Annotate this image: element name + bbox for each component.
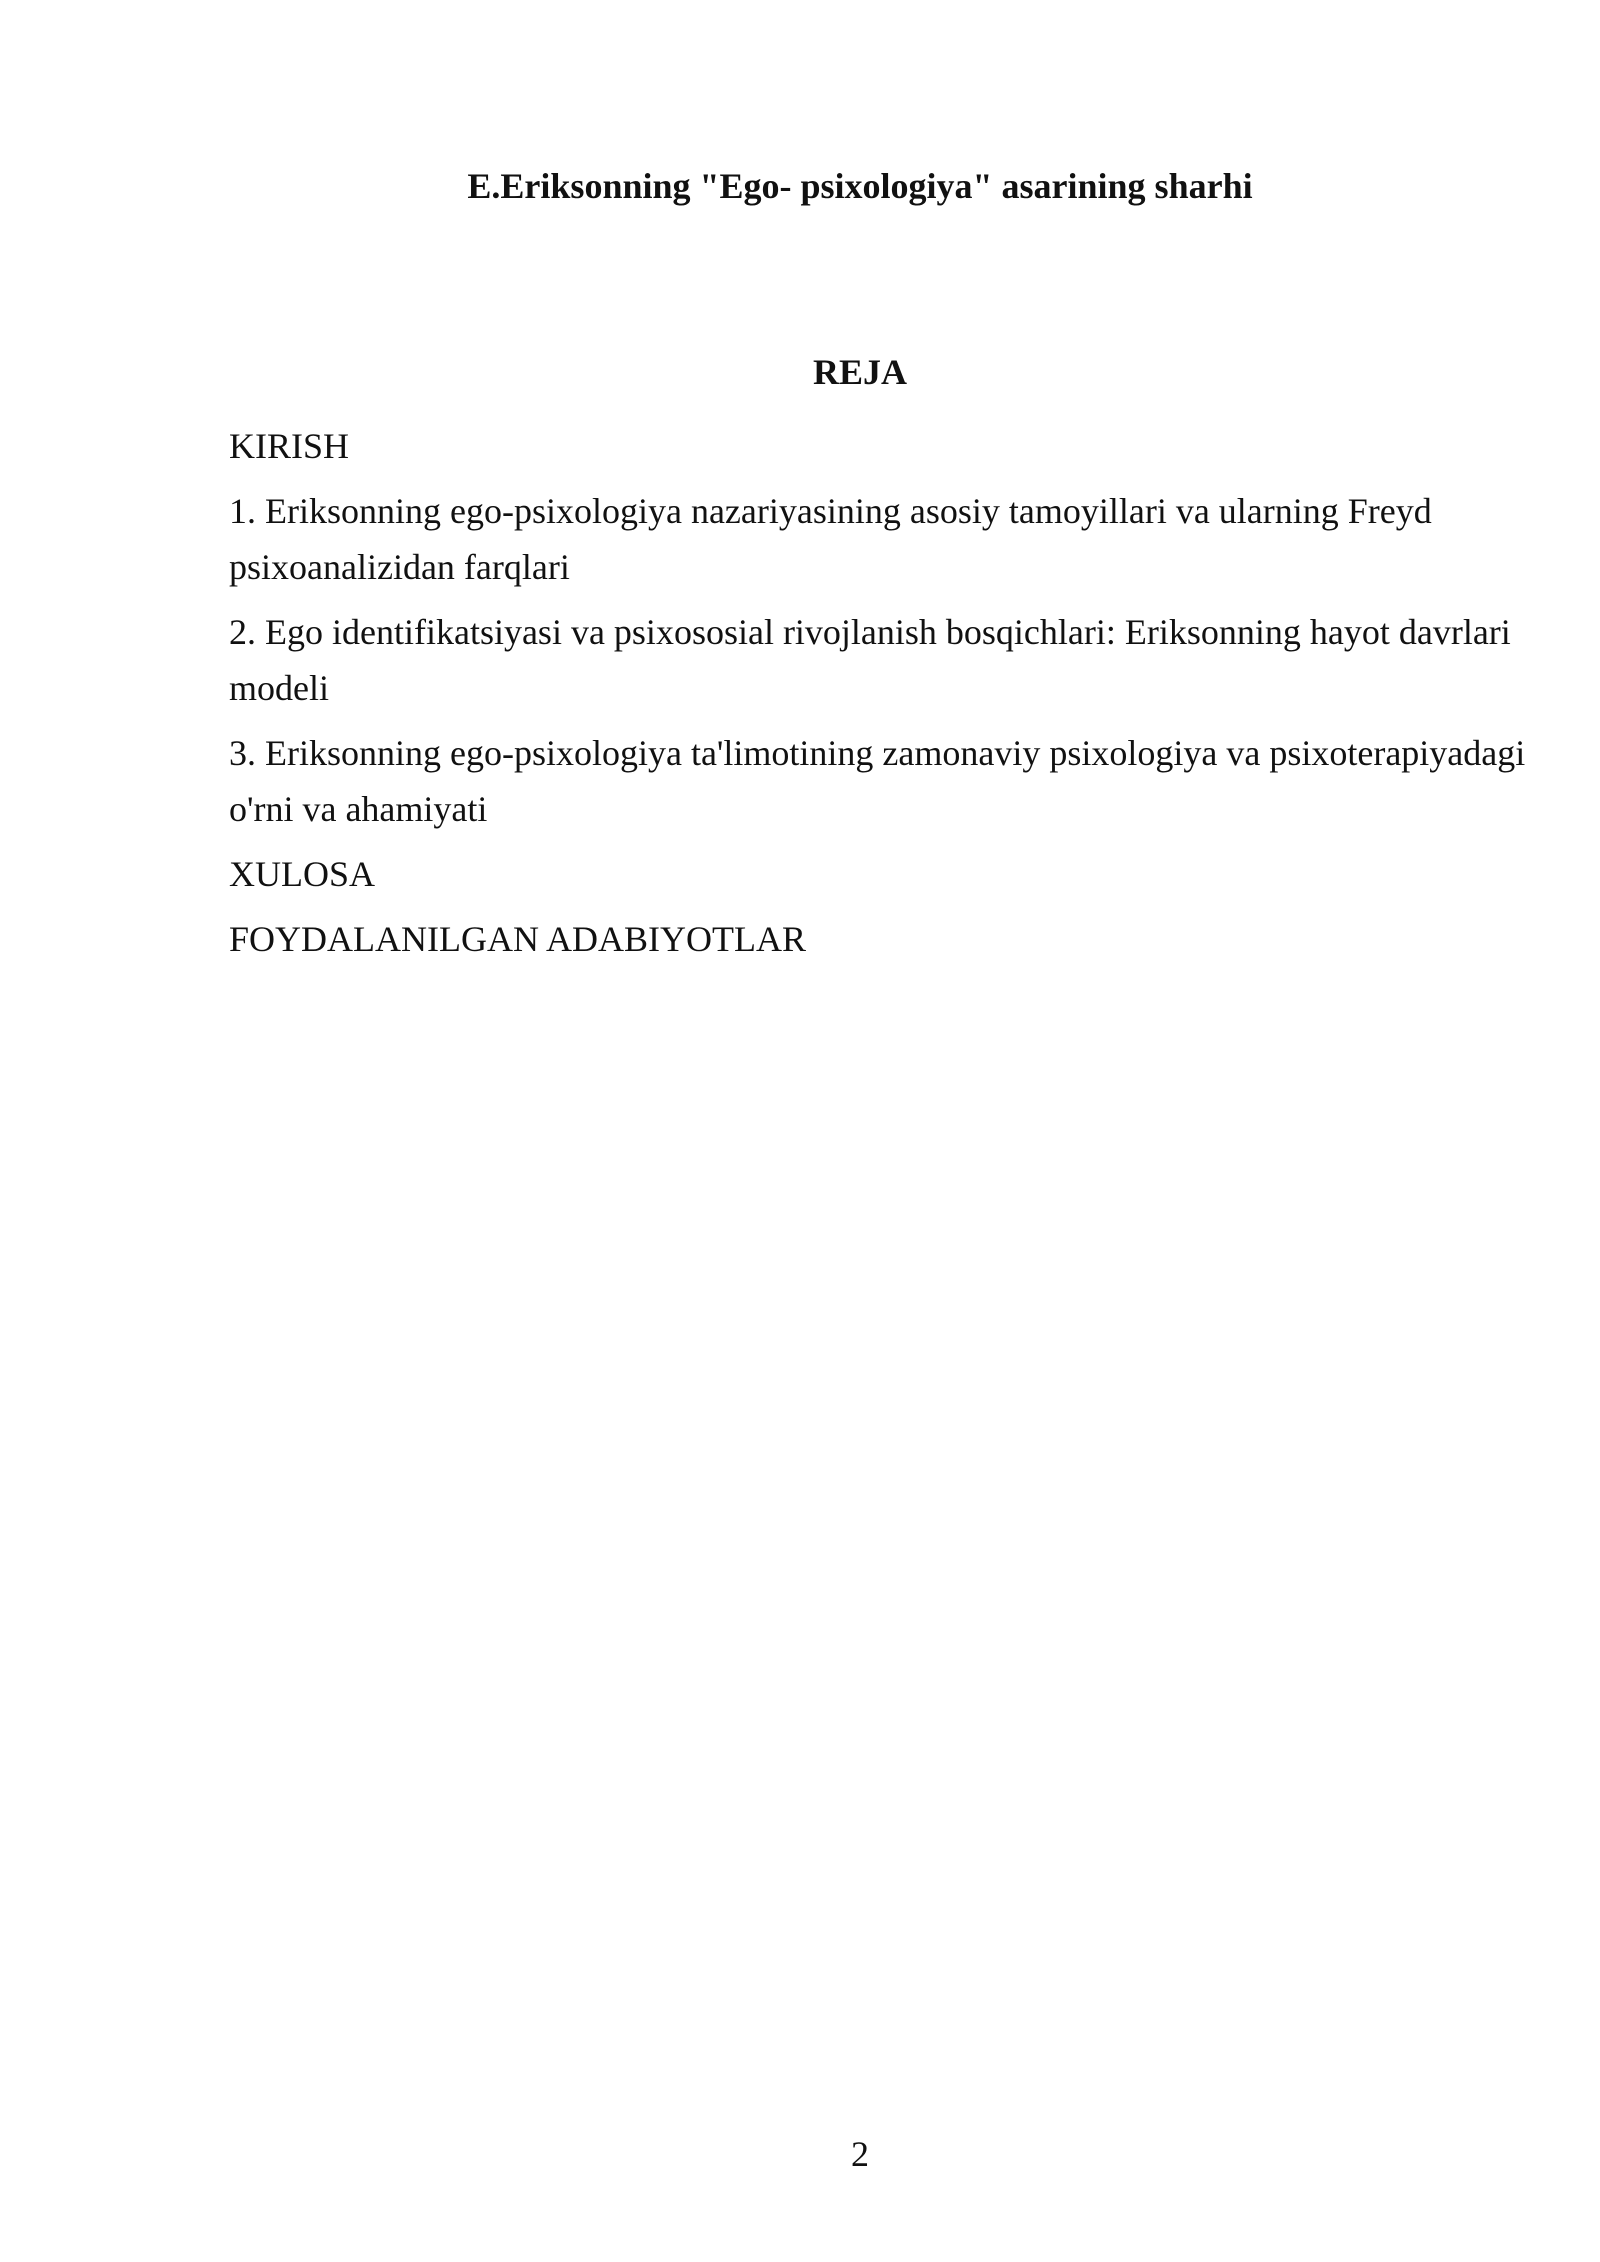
document-title: E.Eriksonning "Ego- psixologiya" asarining sharhi [467, 166, 1253, 206]
plan-item-conclusion: XULOSA [229, 854, 376, 894]
plan-item-1: 1. Eriksonning ego-psixologiya nazariyasining asosiy tamoyillari va ularning Freyd psixoanalizidan farqlari [229, 491, 1432, 587]
plan-heading: REJA [812, 352, 907, 392]
plan-item-references: FOYDALANILGAN ADABIYOTLAR [229, 919, 806, 959]
plan-list [229, 418, 1529, 976]
plan-item-introduction: KIRISH [229, 426, 350, 466]
plan-item-3: 3. Eriksonning ego-psixologiya ta'limotining zamonaviy psixologiya va psixoterapiyadagi o'rni va ahamiyati [229, 733, 1526, 829]
plan-item-2: 2. Ego identifikatsiyasi va psixososial rivojlanish bosqichlari: Eriksonning hayot davrlari modeli [229, 612, 1511, 708]
page-number: 2 [851, 2134, 869, 2174]
